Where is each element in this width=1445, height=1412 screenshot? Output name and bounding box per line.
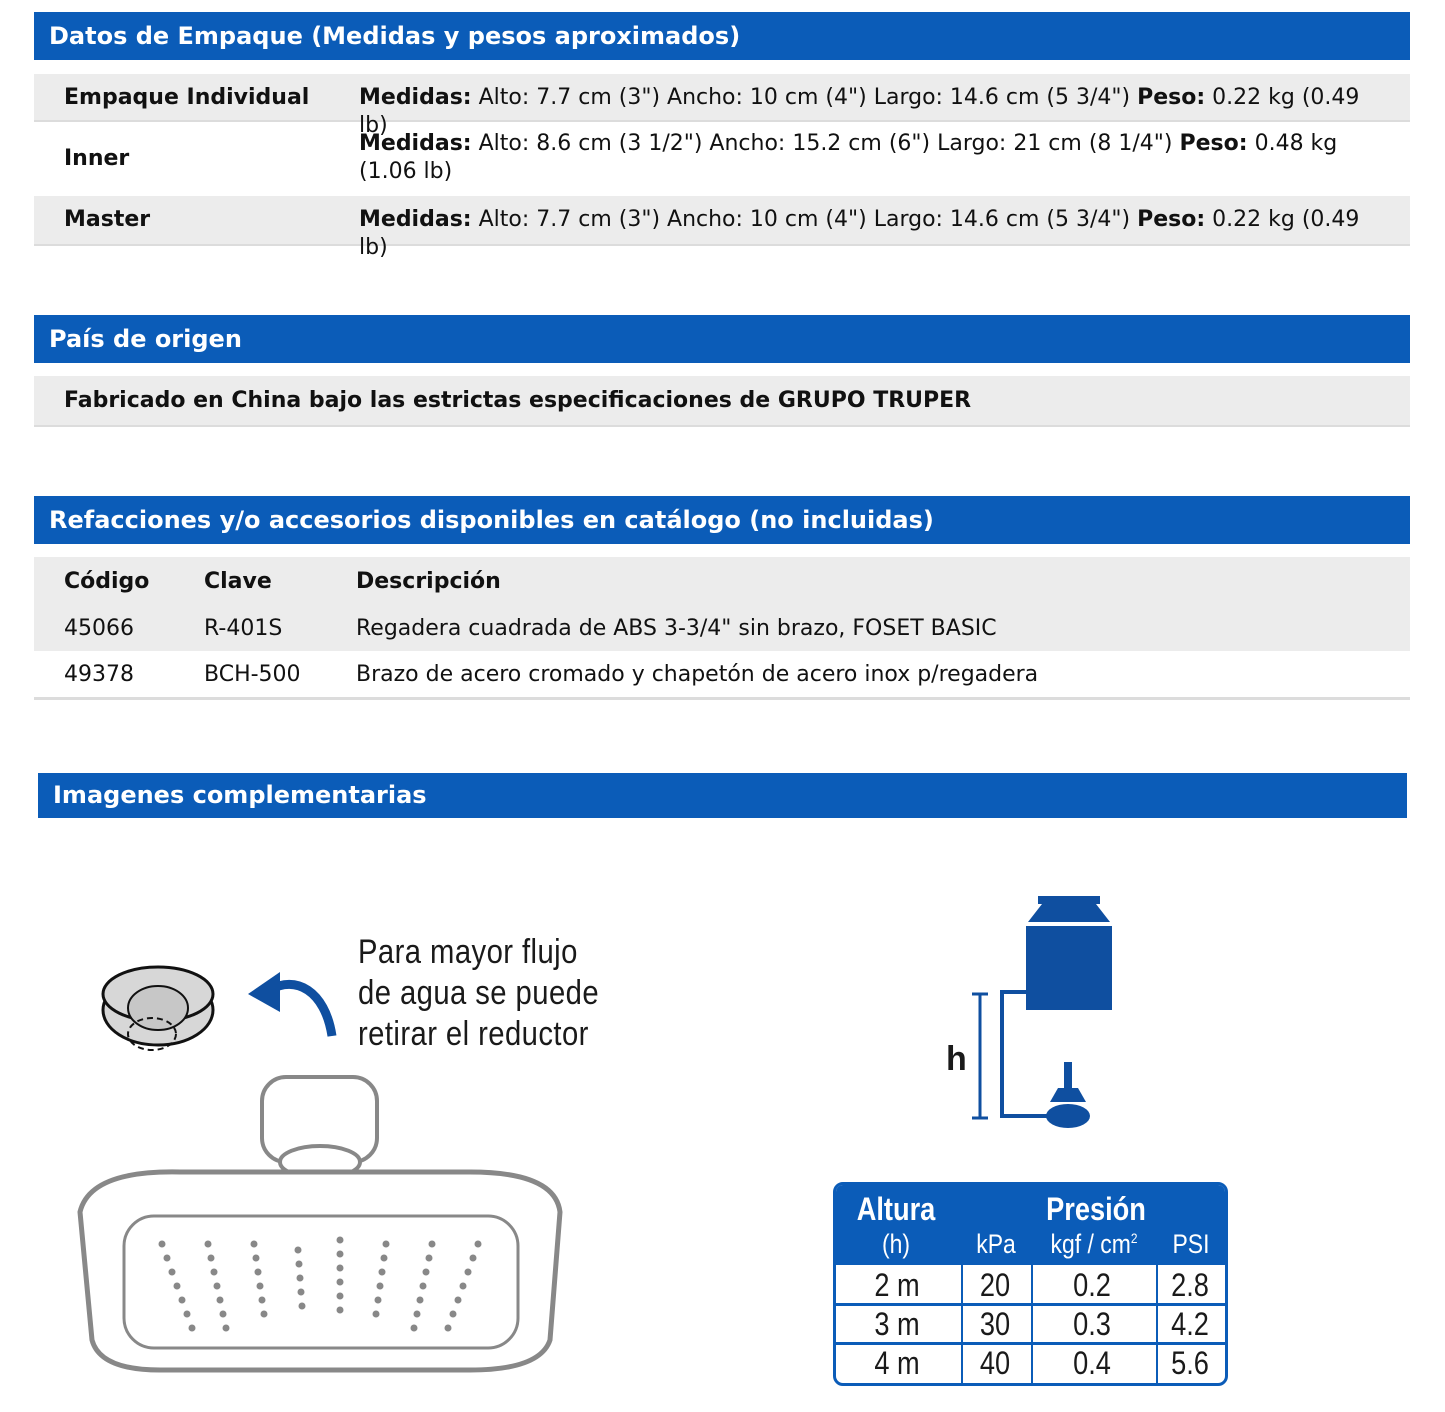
parts-table-top [34,557,1410,651]
pressure-table [833,1182,1228,1386]
table-cell: 30 [979,1306,1011,1342]
table-cell: BCH-500 [204,662,301,687]
origin-header: País de origen [34,315,1410,363]
col-title-height: Altura [856,1191,936,1227]
table-cell: 0.3 [1073,1306,1111,1342]
table-cell: Regadera cuadrada de ABS 3-3/4" sin brazo, FOSET BASIC [356,616,997,641]
col-header-code: Código [64,569,150,594]
images-header: Imagenes complementarias [38,773,1407,818]
reducer-note: Para mayor flujo de agua se puede retirar el reductor [358,933,600,1053]
table-cell: 2.8 [1171,1267,1209,1303]
row-label: Master [64,207,151,232]
col-header-description: Descripción [356,569,501,594]
unit-psi: PSI [1172,1229,1210,1259]
table-cell: 49378 [64,662,134,687]
origin-row [34,376,1410,427]
table-cell: 3 m [874,1306,920,1342]
row-label: Empaque Individual [64,85,310,110]
table-cell: 0.4 [1073,1345,1111,1381]
table-cell: 4 m [874,1345,920,1381]
table-cell: Brazo de acero cromado y chapetón de acero inox p/regadera [356,662,1039,687]
col-header-key: Clave [204,569,272,594]
packaging-header: Datos de Empaque (Medidas y pesos aproximados) [34,12,1410,60]
arrow-head-icon [248,972,280,1012]
table-cell: 45066 [64,616,134,641]
group-title-pressure: Presión [1046,1191,1146,1227]
col-sub-height: (h) [881,1229,911,1259]
row-label: Inner [64,146,130,171]
row-value: Medidas: Alto: 8.6 cm (3 1/2") Ancho: 15.2 cm (6") Largo: 21 cm (8 1/4") Peso: 0.48 kg (1.06 lb) [359,131,1338,184]
water-tank-icon [1026,896,1112,1010]
table-cell: R-401S [204,616,283,641]
shower-head-icon [1046,1062,1090,1128]
table-cell: 4.2 [1171,1306,1209,1342]
parts-header: Refacciones y/o accesorios disponibles en catálogo (no incluidas) [34,496,1410,544]
table-cell: 5.6 [1171,1345,1209,1381]
table-cell: 0.2 [1073,1267,1111,1303]
table-row [34,651,1410,700]
table-cell: 40 [979,1345,1011,1381]
height-dimension-icon [972,994,988,1118]
height-label: h [946,1040,967,1078]
unit-kgf: kgf / $cm^2$ [1050,1229,1138,1259]
packaging-row-master [34,196,1410,260]
water-tank-pictogram [940,890,1140,1140]
table-cell: 20 [979,1267,1011,1303]
origin-text: Fabricado en China bajo las estrictas especificaciones de GRUPO TRUPER [64,388,972,413]
unit-kpa: kPa [976,1229,1016,1259]
packaging-row-inner [34,122,1410,196]
packaging-row-individual [34,74,1410,138]
reducer-icon [103,967,213,1050]
row-value: Medidas: Alto: 7.7 cm (3") Ancho: 10 cm (4") Largo: 14.6 cm (5 3/4") Peso: 0.22 kg (0.49 lb) [359,207,1360,260]
table-cell: 2 m [874,1267,920,1303]
row-value: Medidas: Alto: 7.7 cm (3") Ancho: 10 cm (4") Largo: 14.6 cm (5 3/4") Peso: 0.22 kg (0.49 lb) [359,85,1360,138]
